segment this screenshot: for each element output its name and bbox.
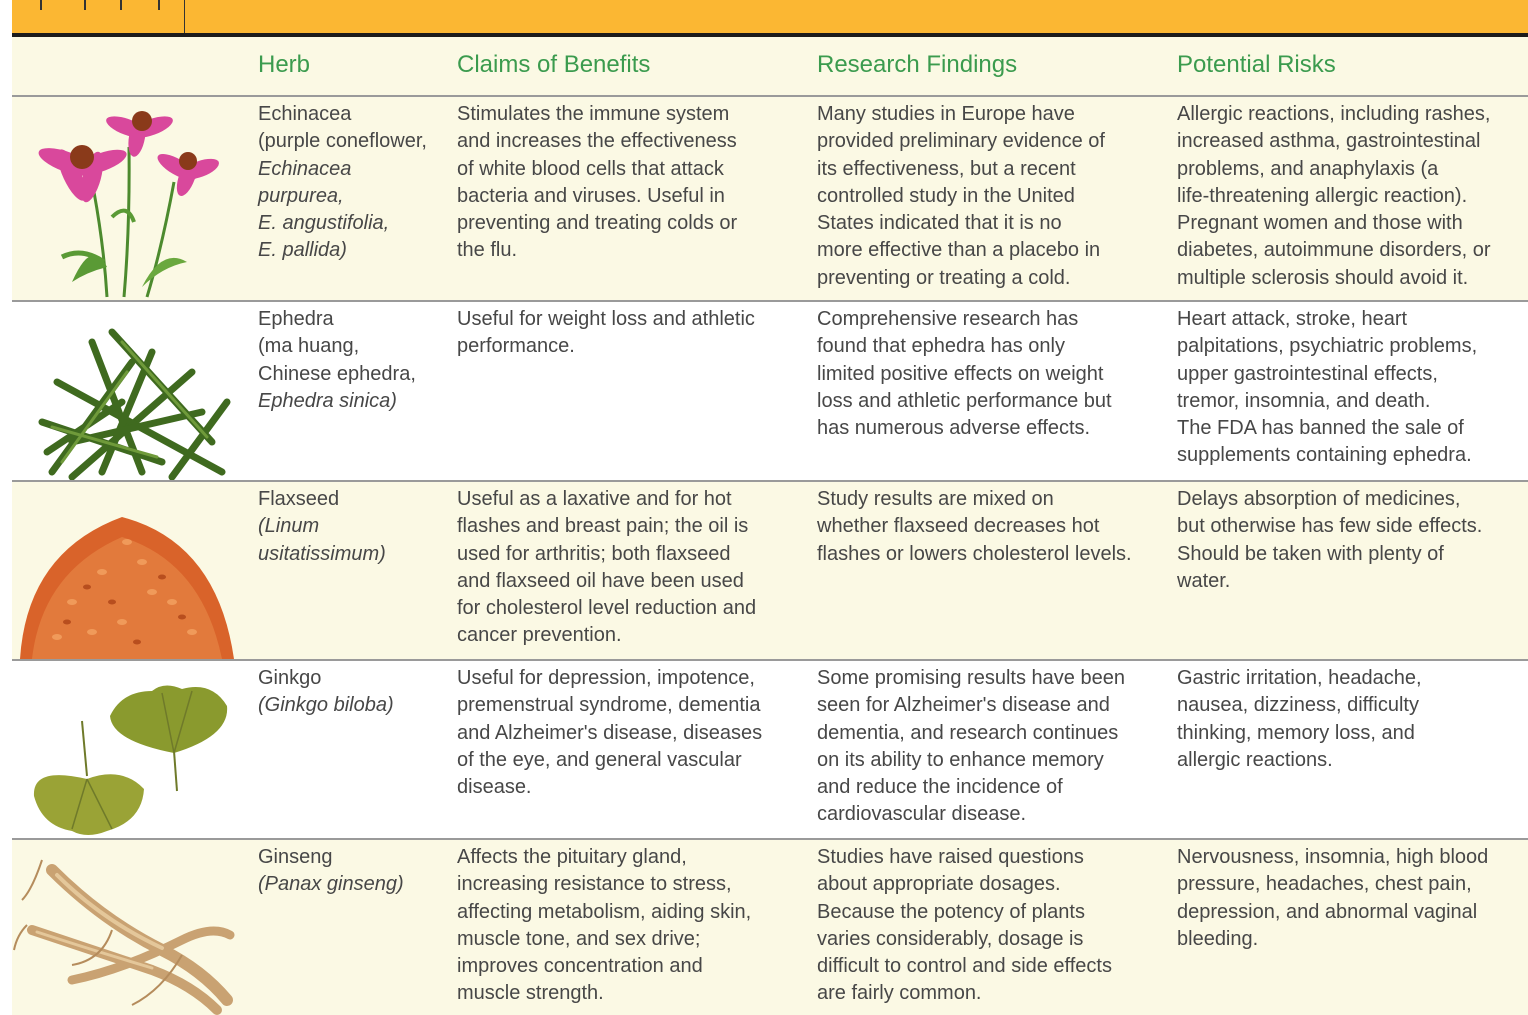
claims-line: affecting metabolism, aiding skin, [457, 900, 752, 923]
research-cell [817, 844, 1172, 1008]
herb-name-line: (ma huang, [258, 335, 360, 358]
header-claims: Claims of Benefits [457, 51, 651, 78]
risks-line: thinking, memory loss, and [1177, 721, 1415, 744]
research-line: loss and athletic performance but [817, 389, 1112, 412]
claims-line: flashes and breast pain; the oil is [457, 515, 749, 538]
claims-line: muscle tone, and sex drive; [457, 927, 701, 950]
header-research: Research Findings [817, 51, 1018, 78]
claims-line: and flaxseed oil have been used [457, 569, 744, 592]
claims-line: of white blood cells that attack [457, 157, 724, 180]
table-row-ephedra [12, 302, 1528, 482]
risks-line: depression, and abnormal vaginal [1177, 900, 1478, 923]
claims-cell [457, 665, 807, 801]
research-line: its effectiveness, but a recent [817, 157, 1076, 180]
research-line: found that ephedra has only [817, 335, 1065, 358]
herb-name-line: Ephedra [258, 308, 334, 330]
herb-name-line: Ephedra sinica) [258, 389, 397, 412]
risks-line: Gastric irritation, headache, [1177, 667, 1422, 689]
herb-name-line: (Panax ginseng) [258, 873, 404, 896]
claims-line: disease. [457, 776, 532, 799]
research-line: dementia, and research continues [817, 721, 1119, 744]
herb-name-line: Ginkgo [258, 667, 322, 689]
herb-name-line: Ginseng [258, 846, 333, 868]
risks-line: multiple sclerosis should avoid it. [1177, 266, 1469, 289]
risks-line: The FDA has banned the sale of [1177, 417, 1464, 440]
herb-name-line: purpurea, [258, 184, 344, 207]
table-row-echinacea [12, 97, 1528, 302]
risks-cell [1177, 665, 1527, 774]
claims-line: Useful as a laxative and for hot [457, 488, 732, 510]
table-header [12, 37, 1528, 97]
research-line: on its ability to enhance memory [817, 748, 1104, 771]
claims-line: improves concentration and [457, 955, 703, 978]
research-line: more effective than a placebo in [817, 239, 1101, 262]
herb-name-cell [258, 665, 448, 720]
risks-line: increased asthma, gastrointestinal [1177, 130, 1481, 153]
claims-line: preventing and treating colds or [457, 212, 738, 235]
herb-name-cell [258, 844, 448, 899]
research-line: Many studies in Europe have [817, 103, 1075, 125]
ginkgo-leaves-image [12, 661, 238, 838]
echinacea-flower-image [12, 97, 238, 300]
research-cell [817, 101, 1172, 292]
research-line: about appropriate dosages. [817, 873, 1061, 896]
claims-line: Stimulates the immune system [457, 103, 730, 125]
research-line: Because the potency of plants [817, 900, 1085, 923]
claims-line: and Alzheimer's disease, diseases [457, 721, 763, 744]
risks-line: pressure, headaches, chest pain, [1177, 873, 1472, 896]
risks-line: diabetes, autoimmune disorders, or [1177, 239, 1491, 262]
risks-line: Nervousness, insomnia, high blood [1177, 846, 1489, 868]
risks-line: problems, and anaphylaxis (a [1177, 157, 1439, 180]
header-risks: Potential Risks [1177, 51, 1336, 78]
research-line: controlled study in the United [817, 184, 1075, 207]
claims-line: and increases the effectiveness [457, 130, 737, 153]
top-bar-tab-marker [12, 0, 185, 33]
claims-line: premenstrual syndrome, dementia [457, 694, 761, 717]
claims-line: increasing resistance to stress, [457, 873, 732, 896]
claims-line: the flu. [457, 239, 518, 262]
herb-name-line: E. angustifolia, [258, 212, 390, 235]
risks-line: palpitations, psychiatric problems, [1177, 335, 1478, 358]
research-line: seen for Alzheimer's disease and [817, 694, 1110, 717]
risks-cell [1177, 844, 1527, 953]
claims-cell [457, 101, 807, 265]
claims-cell [457, 844, 807, 1008]
research-line: whether flaxseed decreases hot [817, 515, 1100, 538]
claims-line: used for arthritis; both flaxseed [457, 542, 731, 565]
risks-line: water. [1177, 569, 1231, 592]
risks-line: upper gastrointestinal effects, [1177, 362, 1438, 385]
research-line: provided preliminary evidence of [817, 130, 1105, 153]
research-cell [817, 665, 1172, 829]
research-cell [817, 486, 1172, 568]
risks-line: but otherwise has few side effects. [1177, 515, 1483, 538]
top-accent-bar [12, 0, 1528, 37]
claims-line: performance. [457, 335, 575, 358]
risks-line: Should be taken with plenty of [1177, 542, 1444, 565]
herb-name-line: usitatissimum) [258, 542, 386, 565]
risks-line: life-threatening allergic reaction). [1177, 184, 1468, 207]
herb-name-cell [258, 306, 448, 415]
ephedra-stems-image [12, 302, 238, 480]
herb-name-line: (purple coneflower, [258, 130, 427, 153]
claims-line: muscle strength. [457, 982, 604, 1005]
claims-line: Useful for depression, impotence, [457, 667, 755, 689]
research-line: States indicated that it is no [817, 212, 1062, 235]
risks-cell [1177, 486, 1527, 595]
claims-line: Affects the pituitary gland, [457, 846, 687, 868]
research-line: Study results are mixed on [817, 488, 1054, 510]
claims-cell [457, 486, 807, 650]
research-line: flashes or lowers cholesterol levels. [817, 542, 1132, 565]
research-line: are fairly common. [817, 982, 982, 1005]
claims-line: bacteria and viruses. Useful in [457, 184, 725, 207]
risks-line: tremor, insomnia, and death. [1177, 389, 1431, 412]
herb-name-line: Chinese ephedra, [258, 362, 416, 385]
research-line: preventing or treating a cold. [817, 266, 1071, 289]
research-line: difficult to control and side effects [817, 955, 1112, 978]
claims-cell [457, 306, 807, 361]
flaxseed-pile-image [12, 482, 238, 659]
research-line: Studies have raised questions [817, 846, 1084, 868]
herb-name-line: Echinacea [258, 103, 352, 125]
herb-name-line: Flaxseed [258, 488, 340, 510]
herb-name-line: Echinacea [258, 157, 352, 180]
claims-line: Useful for weight loss and athletic [457, 308, 755, 330]
claims-line: cancer prevention. [457, 624, 622, 647]
research-line: cardiovascular disease. [817, 803, 1026, 826]
risks-line: nausea, dizziness, difficulty [1177, 694, 1419, 717]
research-line: and reduce the incidence of [817, 776, 1063, 799]
herb-name-cell [258, 486, 448, 568]
header-herb: Herb [258, 51, 311, 78]
ginseng-roots-image [12, 840, 238, 1015]
research-line: varies considerably, dosage is [817, 927, 1084, 950]
risks-line: Allergic reactions, including rashes, [1177, 103, 1491, 125]
herb-name-cell [258, 101, 448, 265]
table-row-flaxseed [12, 482, 1528, 661]
herb-table [12, 37, 1528, 1015]
risks-line: supplements containing ephedra. [1177, 444, 1472, 467]
table-row-ginkgo [12, 661, 1528, 840]
table-row-ginseng [12, 840, 1528, 1015]
research-line: Comprehensive research has [817, 308, 1079, 330]
risks-line: Heart attack, stroke, heart [1177, 308, 1408, 330]
research-line: limited positive effects on weight [817, 362, 1104, 385]
herb-name-line: (Ginkgo biloba) [258, 694, 394, 717]
research-cell [817, 306, 1172, 442]
herb-name-line: E. pallida) [258, 239, 347, 262]
claims-line: for cholesterol level reduction and [457, 597, 757, 620]
research-line: has numerous adverse effects. [817, 417, 1091, 440]
claims-line: of the eye, and general vascular [457, 748, 742, 771]
herb-name-line: (Linum [258, 515, 320, 538]
risks-line: bleeding. [1177, 927, 1259, 950]
risks-cell [1177, 101, 1527, 292]
risks-line: Pregnant women and those with [1177, 212, 1463, 235]
risks-line: Delays absorption of medicines, [1177, 488, 1461, 510]
risks-line: allergic reactions. [1177, 748, 1333, 771]
research-line: Some promising results have been [817, 667, 1125, 689]
risks-cell [1177, 306, 1527, 470]
